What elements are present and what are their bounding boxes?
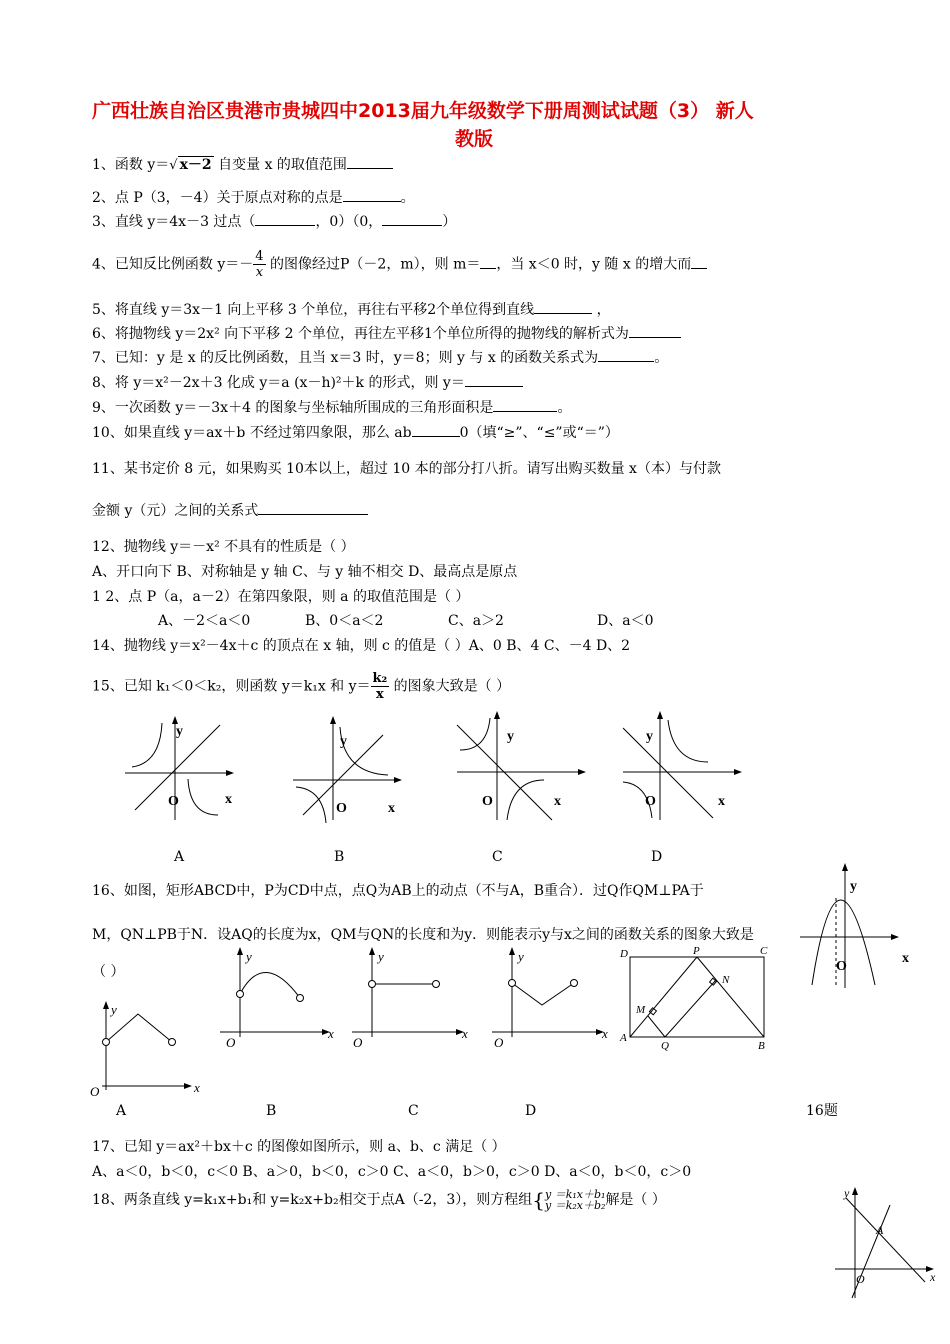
sqrt-sign: √ (169, 158, 178, 173)
equation-system (545, 1189, 605, 1211)
q3-part-c: ） (442, 214, 457, 230)
q18-lines-figure (830, 1180, 945, 1300)
question-14: 14、抛物线 y＝x²－4x＋c 的顶点在 x 轴，则 c 的值是（ ）A、0 B、4 C、－4 D、2 (92, 638, 631, 654)
y-axis-arrow (103, 1001, 109, 1009)
q10-text: 10、如果直线 y＝ax＋b 不经过第四象限，那么 ab (92, 425, 412, 441)
open-endpoint (433, 981, 440, 988)
y-axis-arrow (842, 863, 848, 871)
q10-end: 0（填“≥”、“≤”或“＝”） (459, 425, 619, 441)
doc-title-line2: 教版 (455, 128, 494, 150)
question-10 (92, 424, 619, 442)
q4-fraction (253, 249, 265, 280)
q15-part-b: 的图象大致是（ ） (389, 678, 511, 695)
q3-part-a: 3、直线 y＝4x－3 过点（ (92, 214, 256, 230)
point-label-a: A (876, 1223, 884, 1237)
segment-pb (697, 957, 764, 1037)
question-6 (92, 325, 681, 343)
question-13: 1 2、点 P（a，a－2）在第四象限，则 a 的取值范围是（ ） (92, 589, 470, 605)
q16-label-a[interactable]: A (116, 1103, 127, 1119)
open-endpoint (369, 981, 376, 988)
axis-label-x: x (462, 1026, 468, 1041)
question-16-paren: （ ） (92, 964, 125, 980)
q16-graph-c (348, 945, 473, 1050)
q15-graph-b (288, 715, 418, 825)
answer-blank[interactable] (343, 201, 401, 202)
answer-blank[interactable] (534, 313, 592, 314)
q6-text: 6、将抛物线 y＝2x² 向下平移 2 个单位，再往左平移1个单位所得的抛物线的解析式为 (92, 326, 629, 342)
doc-title-line1: 广西壮族自治区贵港市贵城四中2013届九年级数学下册周测试试题（3） 新人 (92, 100, 754, 122)
equation-2: y ＝k₂x＋b₂ (544, 1199, 606, 1212)
y-axis-arrow (509, 947, 515, 955)
hyperbola-branch (668, 720, 708, 762)
point-label-n: N (722, 974, 730, 986)
q5-end: ， (592, 302, 611, 318)
q1-suffix: 自变量 x 的取值范围 (213, 157, 347, 173)
option-a[interactable]: A、－2＜a＜0 (158, 613, 251, 629)
answer-blank[interactable] (412, 436, 460, 437)
q1-radicand: x－2 (179, 157, 212, 173)
axis-label-x: x (194, 1080, 200, 1095)
q15-label-d[interactable]: D (651, 849, 663, 865)
origin-label: O (856, 1272, 865, 1286)
point-label-m: M (636, 1004, 646, 1016)
origin-label: O (836, 959, 847, 974)
answer-blank[interactable] (465, 386, 523, 387)
option-d[interactable]: D、a＜0 (597, 613, 654, 629)
hyperbola-branch (340, 727, 388, 775)
answer-blank[interactable] (347, 168, 393, 169)
axis-label-y: y (246, 949, 252, 964)
answer-blank[interactable] (691, 268, 707, 269)
hyperbola-branch (296, 787, 326, 823)
axis-label-y: y (340, 734, 347, 749)
question-17-options: A、a＜0，b＜0，c＜0 B、a＞0，b＜0，c＞0 C、a＜0，b＞0，c＞0 D、a＜0，b＜0，c＞0 (92, 1164, 692, 1180)
q4-numerator: 4 (255, 249, 264, 264)
open-endpoint (571, 980, 578, 987)
axis-label-y: y (518, 949, 524, 964)
function-graph (106, 1014, 172, 1042)
axis-label-x: x (328, 1026, 334, 1041)
axis-label-x: x (930, 1270, 936, 1284)
origin-label: O (90, 1084, 100, 1099)
q16-graph-a (88, 1000, 208, 1100)
q17-parabola-figure (800, 860, 930, 990)
q1-prefix: 1、函数 y＝ (92, 157, 170, 173)
answer-blank[interactable] (629, 337, 681, 338)
vertex-label-a: A (620, 1032, 627, 1044)
question-11-line2 (92, 502, 368, 520)
axis-label-x: x (718, 794, 725, 809)
q4-denominator: x (255, 265, 264, 280)
y-axis-arrow (172, 716, 178, 724)
x-axis-arrow (226, 770, 234, 776)
open-endpoint (509, 980, 516, 987)
q5-text: 5、将直线 y＝3x－1 向上平移 3 个单位，再往右平移2个单位得到直线 (92, 302, 535, 318)
q15-numerator: k₂ (372, 671, 388, 686)
question-16-line1: 16、如图，矩形ABCD中，P为CD中点，点Q为AB上的动点（不与A，B重合）．过Q作QM⊥PA于 (92, 883, 704, 899)
y-axis-arrow (657, 711, 663, 719)
q4-part-a: 4、已知反比例函数 y＝－ (92, 256, 254, 273)
hyperbola-branch (460, 718, 490, 750)
function-graph (240, 972, 300, 998)
axis-label-y: y (850, 879, 857, 894)
question-1 (92, 156, 393, 175)
open-endpoint (237, 991, 244, 998)
q4-part-b: 的图像经过P（－2，m），则 m＝ (265, 256, 481, 273)
hyperbola-branch (507, 780, 544, 820)
q16-label-d[interactable]: D (525, 1103, 537, 1119)
x-axis-arrow (734, 769, 742, 775)
origin-label: O (336, 801, 347, 816)
axis-label-y: y (111, 1002, 117, 1017)
hyperbola-branch (188, 779, 218, 815)
y-axis-arrow (369, 947, 375, 955)
q15-label-a[interactable]: A (174, 849, 185, 865)
axis-label-y: y (176, 724, 183, 739)
vertex-label-b: B (758, 1040, 765, 1052)
q15-denominator: x (376, 687, 384, 702)
hyperbola-branch (132, 723, 162, 767)
q7-text: 7、已知：y 是 x 的反比例函数，且当 x＝3 时，y＝8；则 y 与 x 的函数关系式为 (92, 350, 599, 366)
question-4 (92, 249, 707, 280)
x-axis-arrow (891, 934, 899, 940)
question-16-line2: M，QN⊥PB于N．设AQ的长度为x，QM与QN的长度和为y．则能表示y与x之间的函数关系的图象大致是 (92, 927, 754, 943)
point-label-q: Q (661, 1040, 669, 1052)
question-17: 17、已知 y＝ax²＋bx＋c 的图像如图所示，则 a、b、c 满足（ ） (92, 1139, 506, 1155)
equation-1: y ＝k₁x＋b₁ (544, 1188, 606, 1201)
open-endpoint (169, 1039, 176, 1046)
axis-label-y: y (378, 949, 384, 964)
q18-text: 18、两条直线 y=k₁x+b₁和 y=k₂x+b₂相交于点A（-2，3），则方程组 (92, 1192, 533, 1208)
question-18 (92, 1189, 666, 1211)
question-5 (92, 301, 611, 319)
q7-end: 。 (654, 350, 669, 366)
q16-graph-d (490, 945, 615, 1050)
q18-end: 解是（ ） (605, 1192, 666, 1208)
axis-label-x: x (225, 792, 232, 807)
q9-end: 。 (557, 400, 572, 416)
right-angle-mark (649, 1008, 656, 1015)
q3-part-b: ，0）（0， (315, 214, 383, 230)
q9-text: 9、一次函数 y＝－3x＋4 的图象与坐标轴所围成的三角形面积是 (92, 400, 494, 416)
segment-pa (630, 957, 697, 1037)
answer-blank[interactable] (598, 361, 654, 362)
q15-fraction (371, 671, 390, 702)
q2-end: 。 (400, 190, 415, 206)
question-11-line1: 11、某书定价 8 元，如果购买 10本以上，超过 10 本的部分打八折。请写出购买数量 x（本）与付款 (92, 461, 721, 477)
vertex-label-d: D (620, 948, 628, 960)
question-7 (92, 349, 668, 367)
answer-blank[interactable] (255, 225, 315, 226)
answer-blank[interactable] (258, 514, 368, 515)
q16-caption: 16题 (806, 1103, 838, 1119)
axis-label-y: y (646, 729, 653, 744)
axis-label-x: x (602, 1026, 608, 1041)
answer-blank[interactable] (493, 411, 557, 412)
q11-text: 金额 y（元）之间的关系式 (92, 503, 259, 519)
segment-qm (648, 1016, 665, 1037)
function-graph (512, 983, 574, 1005)
q15-graph-c (452, 710, 582, 825)
origin-label: O (482, 794, 493, 809)
y-axis-arrow (330, 716, 336, 724)
q2-text: 2、点 P（3，－4）关于原点对称的点是 (92, 190, 343, 206)
question-12-options: A、开口向下 B、对称轴是 y 轴 C、与 y 轴不相交 D、最高点是原点 (92, 564, 518, 580)
option-b[interactable]: B、0＜a＜2 (305, 613, 384, 629)
q15-graph-a (120, 715, 250, 825)
q16-rectangle-figure (620, 945, 780, 1050)
x-axis-arrow (184, 1083, 192, 1089)
question-2 (92, 189, 415, 207)
origin-label: O (353, 1035, 363, 1050)
question-12: 12、抛物线 y＝－x² 不具有的性质是（ ） (92, 539, 355, 555)
axis-label-x: x (902, 951, 909, 966)
vertex-label-p: P (693, 945, 700, 957)
origin-label: O (494, 1035, 504, 1050)
question-3 (92, 213, 456, 231)
axis-label-x: x (554, 794, 561, 809)
origin-label: O (226, 1035, 236, 1050)
q15-part-a: 15、已知 k₁＜0＜k₂，则函数 y＝k₁x 和 y＝ (92, 678, 371, 695)
x-axis-arrow (394, 777, 402, 783)
axis-label-y: y (507, 729, 514, 744)
x-axis-arrow (578, 769, 586, 775)
segment-qn (665, 980, 716, 1037)
q4-part-c: ，当 x＜0 时，y 随 x 的增大而 (496, 256, 692, 273)
q15-graph-d (618, 710, 748, 825)
q15-label-c[interactable]: C (492, 849, 503, 865)
origin-label: O (168, 794, 179, 809)
system-brace: { (532, 1188, 545, 1212)
q15-label-b[interactable]: B (334, 849, 345, 865)
vertex-label-c: C (760, 945, 768, 957)
y-axis-arrow (494, 711, 500, 719)
rectangle-abcd (630, 957, 764, 1037)
q16-label-b[interactable]: B (266, 1103, 277, 1119)
y-axis-arrow (852, 1187, 858, 1195)
option-c[interactable]: C、a＞2 (448, 613, 504, 629)
answer-blank[interactable] (480, 268, 496, 269)
line-graph (623, 728, 713, 818)
origin-label: O (645, 794, 656, 809)
question-15 (92, 671, 510, 702)
open-endpoint (103, 1039, 110, 1046)
axis-label-x: x (388, 801, 395, 816)
open-endpoint (297, 995, 304, 1002)
question-9 (92, 399, 571, 417)
y-axis-arrow (237, 947, 243, 955)
q8-text: 8、将 y＝x²－2x＋3 化成 y＝a (x－h)²＋k 的形式，则 y＝ (92, 375, 465, 391)
question-8 (92, 374, 523, 392)
answer-blank[interactable] (382, 225, 442, 226)
q16-label-c[interactable]: C (408, 1103, 419, 1119)
axis-label-y: y (844, 1186, 850, 1200)
q16-graph-b (218, 945, 343, 1050)
